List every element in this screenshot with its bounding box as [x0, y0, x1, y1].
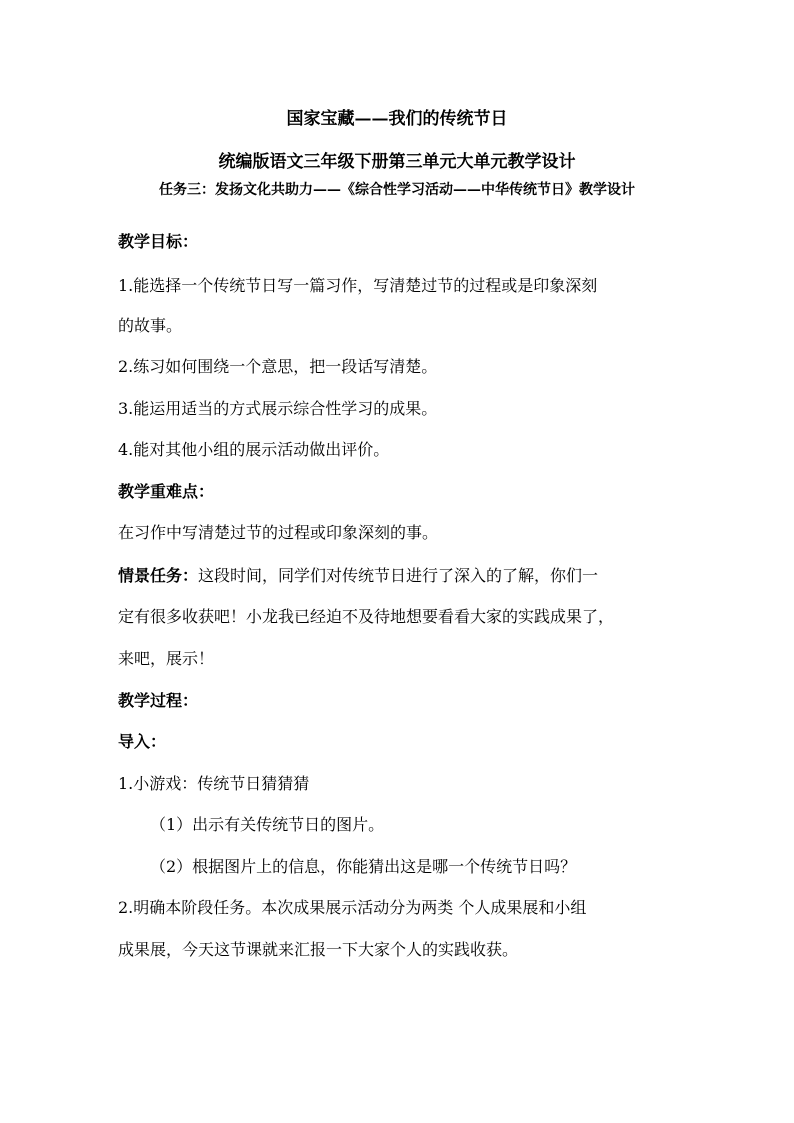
objective-1-line2: 的故事。	[118, 316, 183, 335]
step-1-sub1: （1）出示有关传统节日的图片。	[150, 815, 385, 834]
objective-3: 3.能运用适当的方式展示综合性学习的成果。	[118, 399, 438, 418]
scenario-line1	[118, 566, 598, 586]
intro-heading: 导入：	[118, 732, 167, 751]
step-2-line1: 2.明确本阶段任务。本次成果展示活动分为两类 个人成果展和小组	[118, 898, 587, 917]
document-title: 国家宝藏——我们的传统节日	[286, 109, 508, 129]
step-2-line2: 成果展，今天这节课就来汇报一下大家个人的实践收获。	[118, 940, 519, 959]
objective-4: 4.能对其他小组的展示活动做出评价。	[118, 440, 390, 459]
objectives-heading: 教学目标：	[118, 232, 199, 251]
scenario-line2: 定有很多收获吧！小龙我已经迫不及待地想要看看大家的实践成果了，	[118, 607, 615, 626]
key-points-text: 在习作中写清楚过节的过程或印象深刻的事。	[118, 523, 439, 542]
scenario-text: 这段时间，同学们对传统节日进行了深入的了解，你们一	[198, 566, 599, 585]
task-title: 任务三：发扬文化共助力——《综合性学习活动——中华传统节日》教学设计	[159, 182, 635, 198]
objective-1-line1: 1.能选择一个传统节日写一篇习作，写清楚过节的过程或是印象深刻	[118, 276, 598, 295]
process-heading: 教学过程：	[118, 691, 199, 710]
scenario-label: 情景任务：	[118, 566, 199, 585]
key-points-heading: 教学重难点：	[118, 482, 215, 501]
scenario-line3: 来吧，展示！	[118, 649, 215, 668]
step-1: 1.小游戏：传统节日猜猜猜	[118, 774, 310, 793]
step-1-sub2: （2）根据图片上的信息，你能猜出这是哪一个传统节日吗？	[150, 857, 577, 876]
document-subtitle: 统编版语文三年级下册第三单元大单元教学设计	[218, 152, 576, 172]
objective-2: 2.练习如何围绕一个意思，把一段话写清楚。	[118, 357, 438, 376]
